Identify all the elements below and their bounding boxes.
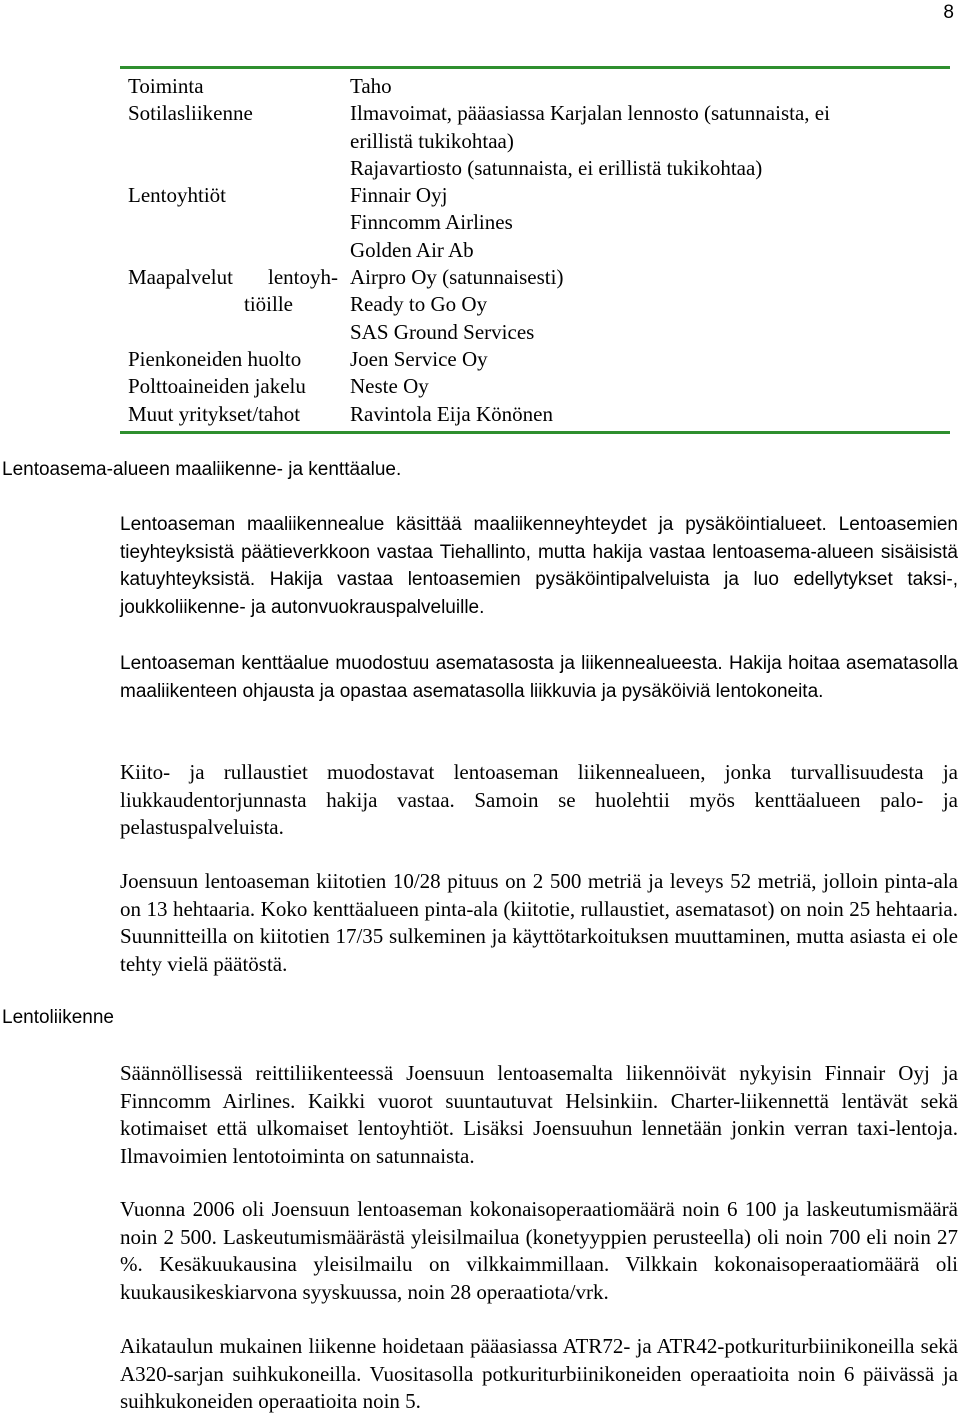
table-cell-activity: Maapalvelut lentoyh-: [128, 265, 338, 290]
paragraph-parking: Lentoaseman maaliikennealue käsittää maaliikenneyhteydet ja pysäköintialueet. Lentoasemien tieyhteyksistä päätieverkkoon vastaa Tiehallinto, mutta hakija vastaa lentoasema-alueen sisäisistä katuyhteyksistä. Hakija vastaa lentoasemien pysäköintipalveluista ja luo edellytykset taksi-, joukkoliikenne- ja autonvuokrauspalveluille.: [120, 514, 958, 618]
table-cell-party: Ravintola Eija Könönen: [350, 401, 553, 426]
table-row: [120, 237, 950, 264]
table-row: [120, 182, 950, 209]
table-cell-activity: tiöille: [244, 292, 293, 317]
operators-table: [120, 66, 950, 434]
table-row: [120, 291, 950, 318]
table-header-activity: Toiminta: [128, 74, 204, 98]
table-row: [120, 373, 950, 400]
table-cell-party: Ilmavoimat, pääasiassa Karjalan lennosto (satunnaista, ei: [350, 101, 830, 126]
table-cell-activity: Muut yritykset/tahot: [128, 401, 301, 426]
table-row: [120, 319, 950, 346]
table-cell-activity: [120, 209, 350, 236]
table-cell-activity: Polttoaineiden jakelu: [128, 374, 306, 399]
paragraph-operations-2006: Vuonna 2006 oli Joensuun lentoaseman kokonaisoperaatiomäärä noin 6 100 ja laskeutumismäärä noin 2 500. Laskeutumismäärästä yleisilmailua (konetyyppien perusteella) oli noin 700 eli noin 27 %. Kesäkuukausina yleisilmailu on vilkkaimmillaan. Vilkkain kokonaisoperaatiomäärä oli kuukausikeskiarvona syyskuussa, noin 28 operaatiota/vrk.: [120, 1197, 958, 1304]
table-cell-party: SAS Ground Services: [350, 319, 535, 344]
table-row: [120, 100, 950, 127]
table-row: [120, 209, 950, 236]
table-cell-party: Ready to Go Oy: [350, 292, 488, 317]
paragraph-runway-dimensions: Joensuun lentoaseman kiitotien 10/28 pituus on 2 500 metriä ja leveys 52 metriä, jolloin pinta-ala on 13 hehtaaria. Koko kenttäalueen pinta-ala (kiitotie, rullaustiet, asematasot) on noin 25 hehtaaria. Suunnitteilla on kiitotien 17/35 sulkeminen ja käyttötarkoituksen muuttaminen, mutta asiasta ei ole tehty vielä päätöstä.: [120, 869, 958, 976]
table-cell-activity: [120, 319, 350, 346]
table-header-party: Taho: [350, 74, 392, 98]
table-row: [120, 128, 950, 155]
table-cell-activity: [120, 237, 350, 264]
table-row: [120, 346, 950, 373]
section-heading: Lentoasema-alueen maaliikenne- ja kenttäalue.: [2, 459, 402, 480]
page-number: 8: [943, 2, 954, 23]
side-caption: Lentoliikenne: [2, 1007, 114, 1028]
paragraph-scheduled-traffic: Säännöllisessä reittiliikenteessä Joensuun lentoasemalta liikennöivät nykyisin Finnair Oyj ja Finncomm Airlines. Kaikki vuorot suuntautuvat Helsinkiin. Charter-liikennettä lentävät sekä kotimaiset että ulkomaiset lentoyhtiöt. Lisäksi Joensuuhun lennetään jonkin verran taxi-lentoja. Ilmavoimien lentotoiminta on satunnaista.: [120, 1061, 958, 1168]
table-cell-party: erillistä tukikohtaa): [350, 128, 514, 153]
table-cell-party: Neste Oy: [350, 374, 429, 399]
table-row: [120, 155, 950, 182]
table-cell-party: Airpro Oy (satunnaisesti): [350, 265, 564, 290]
table-cell-party: Rajavartiosto (satunnaista, ei erillistä tukikohtaa): [350, 155, 763, 180]
paragraph-aircraft-types: Aikataulun mukainen liikenne hoidetaan pääasiassa ATR72- ja ATR42-potkuriturbiinikoneilla sekä A320-sarjan suihkukoneilla. Vuositasolla potkuriturbiinikoneiden operaatioita noin 6 päivässä ja suihkukoneiden operaatioita noin 5.: [120, 1334, 958, 1413]
paragraph-apron: Lentoaseman kenttäalue muodostuu asematasosta ja liikennealueesta. Hakija hoitaa asematasolla maaliikenteen ohjausta ja opastaa asematasolla liikkuvia ja pysäköiviä lentokoneita.: [120, 653, 958, 702]
table-cell-activity: Pienkoneiden huolto: [128, 346, 302, 371]
paragraph-runways: Kiito- ja rullaustiet muodostavat lentoaseman liikennealueen, jonka turvallisuudesta ja liukkaudentorjunnasta hakija vastaa. Samoin se huolehtii myös kenttäalueen palo- ja pelastuspalveluista.: [120, 760, 958, 839]
table-cell-activity: [120, 128, 350, 155]
table-cell-party: Finnair Oyj: [350, 183, 448, 208]
table-cell-party: Joen Service Oy: [350, 346, 488, 371]
table-cell-activity: [120, 155, 350, 182]
table-cell-activity: Sotilasliikenne: [128, 101, 253, 126]
table-row: [120, 264, 950, 291]
table-cell-party: Finncomm Airlines: [350, 210, 513, 235]
table-header-row: [120, 73, 950, 100]
table-row: [120, 401, 950, 428]
table-cell-activity: Lentoyhtiöt: [128, 183, 226, 208]
table-cell-party: Golden Air Ab: [350, 237, 474, 262]
